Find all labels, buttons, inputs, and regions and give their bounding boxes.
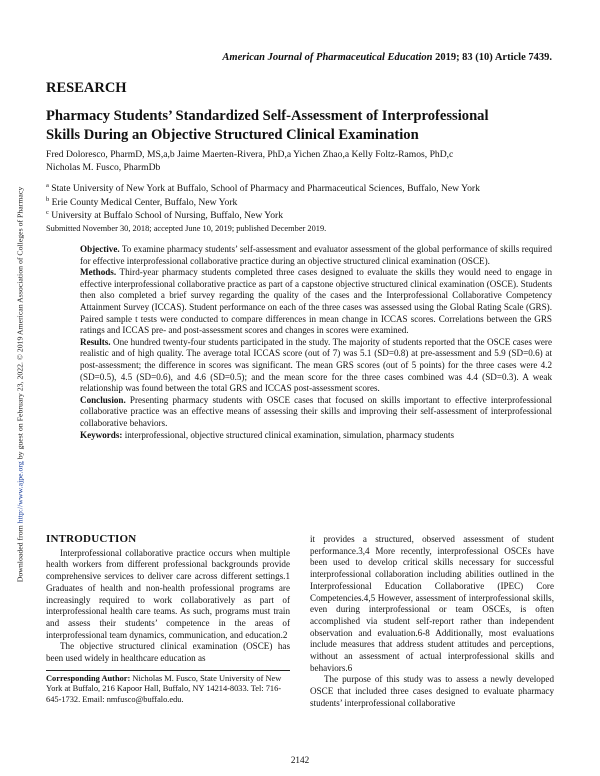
journal-header (0, 52, 552, 63)
abstract-label: Keywords: (80, 429, 123, 440)
right-column (310, 534, 554, 710)
abstract-text: interprofessional, objective structured clinical examination, simulation, pharmacy students (124, 429, 455, 440)
affiliation-item (46, 209, 556, 223)
corresponding-text: Nicholas M. Fusco, State University of New York at Buffalo, 216 Kapoor Hall, Buffalo, NY 14214-8033. Tel: 716-645-1732. Email: nmfusco@buffalo.edu. (46, 673, 282, 704)
left-column (46, 534, 290, 706)
abstract-objective (80, 244, 552, 267)
journal-citation: 2019; 83 (10) Article 7439. (435, 52, 552, 63)
affiliation-mark: a (46, 181, 49, 189)
abstract-label: Methods. (80, 267, 117, 278)
affiliation-text: University at Buffalo School of Nursing, Buffalo, New York (51, 210, 284, 221)
abstract-methods (80, 267, 552, 337)
abstract-text: Presenting pharmacy students with OSCE cases that focused on skills important to effective interprofessional collaborative practice was an effective means of assessing their skills and improving their self-assessment of interprofessional collaborative behaviors. (80, 394, 552, 428)
affiliation-item (46, 196, 556, 210)
abstract-label: Objective. (80, 244, 120, 254)
corresponding-label: Corresponding Author: (46, 673, 131, 683)
body-paragraph: Interprofessional collaborative practice occurs when multiple health workers from different professional backgrounds provide comprehensive services to deliver care across different settings.1 Graduates of health and non-health professional programs are increasingly required to work collaboratively as part of interprofessional health care teams. As such, programs must train and assess their students’ competence in the areas of interprofessional team dynamics, communication, and education.2 (46, 547, 290, 640)
title-line: Pharmacy Students’ Standardized Self-Assessment of Interprofessional (46, 108, 489, 124)
affiliation-mark: c (46, 208, 49, 216)
abstract (80, 244, 552, 441)
publication-dates: Submitted November 30, 2018; accepted June 10, 2019; published December 2019. (46, 224, 327, 233)
author-line: Nicholas M. Fusco, PharmDb (46, 162, 161, 173)
abstract-conclusion (80, 395, 552, 430)
affiliation-mark: b (46, 195, 50, 203)
abstract-results (80, 337, 552, 395)
affiliation-item (46, 182, 556, 196)
abstract-label: Conclusion. (80, 394, 126, 405)
abstract-label: Results. (80, 336, 111, 347)
abstract-text: Third-year pharmacy students completed three cases designed to evaluate the skills they would need to engage in effective interprofessional collaborative practice as part of a capstone objective structured clinical examination (OSCE). Students then also completed a brief survey regarding the quality of the cases and the Interprofessional Collaborative Competency Attainment Survey (ICCAS). Student performance on each of the three cases was assessed using the Global Rating Scale (GRS). Paired sample t tests were conducted to compare differences in mean change in ICCAS scores. Correlations between the GRS ratings and ICCAS pre- and post-assessment scores and changes in scores were examined. (80, 267, 553, 336)
author-list (46, 148, 556, 174)
download-notice (16, 185, 25, 585)
title-line: Skills During an Objective Structured Clinical Examination (46, 127, 419, 143)
article-title (46, 107, 546, 145)
download-suffix: by guest on February 23, 2022. © 2019 American Association of Colleges of Pharmacy (15, 186, 25, 460)
page-number: 2142 (290, 755, 310, 765)
abstract-text: To examine pharmacy students’ self-assessment and evaluator assessment of the global performance of skills required for effective interprofessional collaborative practice during an objective structured clinical examination (OSCE). (80, 244, 553, 266)
download-link[interactable]: http://www.ajpe.org (15, 461, 25, 524)
journal-name: American Journal of Pharmaceutical Education (222, 52, 433, 63)
download-prefix: Downloaded from (15, 525, 25, 583)
affiliations (46, 182, 556, 223)
abstract-keywords (80, 430, 552, 442)
body-paragraph: it provides a structured, observed assessment of student performance.3,4 More recently, interprofessional OSCEs have been used to develop critical skills necessary for successful interprofessional collaboration including abilities outlined in the Interprofessional Education Collaborative (IPEC) Core Competencies.4,5 However, assessment of interprofessional skills, even during interprofessional or team OSCEs, is often accomplished via student self-report rather than independent observation and evaluation.6-8 Additionally, most evaluations include measures that address student attitudes and perceptions, without an assessment of actual interprofessional skills and behaviors.6 (310, 534, 554, 673)
author-line: Fred Doloresco, PharmD, MS,a,b Jaime Maerten-Rivera, PhD,a Yichen Zhao,a Kelly Foltz-Ramos, PhD,c (46, 149, 454, 160)
intro-heading: INTRODUCTION (46, 533, 137, 545)
corresponding-author (46, 670, 290, 706)
body-paragraph: The purpose of this study was to assess a newly developed OSCE that included three cases designed to evaluate pharmacy students’ interprofessional collaborative (310, 674, 554, 708)
abstract-text: One hundred twenty-four students participated in the study. The majority of students reported that the OSCE cases were realistic and of high quality. The average total ICCAS score (out of 7) was 5.1 (SD=0.8) at pre-assessment and 5.9 (SD=0.6) at post-assessment; the difference in scores was significant. The mean GRS scores (out of 5 points) for the three cases were 4.2 (SD=0.5), 4.5 (SD=0.6), and 4.6 (SD=0.5); and the mean score for the three cases combined was 4.4 (SD=0.3). A weak relationship was found between the total GRS and ICCAS post-assessment scores. (80, 336, 552, 394)
affiliation-text: State University of New York at Buffalo, School of Pharmacy and Pharmaceutical Sciences, Buffalo, New York (51, 183, 480, 194)
body-paragraph: The objective structured clinical examination (OSCE) has been used widely in healthcare education as (46, 641, 290, 664)
section-label: RESEARCH (46, 80, 127, 96)
affiliation-text: Erie County Medical Center, Buffalo, New York (51, 196, 238, 208)
